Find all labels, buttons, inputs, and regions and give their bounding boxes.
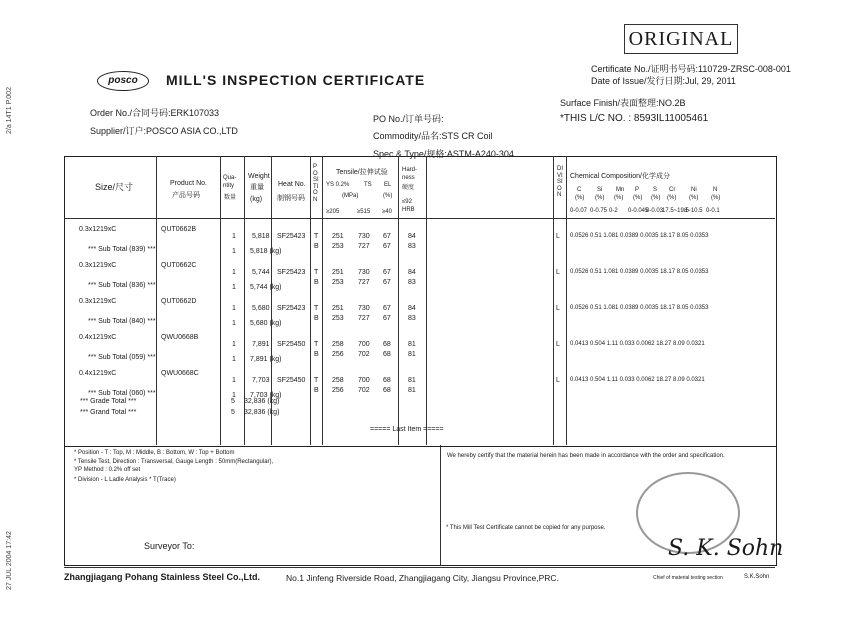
row-quantity: 1 — [232, 305, 236, 312]
chem-unit: (%) — [689, 195, 699, 201]
posco-logo: posco — [97, 71, 149, 91]
surface-finish: Surface Finish/表面整理:NO.2B — [560, 98, 686, 108]
row-position: T — [314, 305, 319, 312]
header-mpa: (MPa) — [342, 193, 359, 199]
row-position: T — [314, 377, 319, 384]
row-ys: 251 — [332, 269, 344, 276]
chem-limit: 0-0.07 — [570, 208, 588, 214]
row-product-no: QUT0662D — [161, 298, 197, 305]
row-division: L — [556, 341, 560, 348]
row-el: 68 — [383, 377, 391, 384]
row-division: L — [556, 377, 560, 384]
header-weight-cn: 重量 — [250, 184, 264, 191]
row-ys: 251 — [332, 305, 344, 312]
row-subtotal-qty: 1 — [232, 356, 236, 363]
note-yp-method: YP Method : 0.2% off set — [74, 467, 141, 473]
chem-unit: (%) — [651, 195, 661, 201]
notes-divider — [440, 445, 441, 565]
row-ys: 256 — [332, 351, 344, 358]
row-ts: 730 — [358, 269, 370, 276]
chem-limit: 0-0.1 — [706, 208, 720, 214]
chem-unit: (%) — [633, 195, 643, 201]
chem-limit: 8~10.5 — [684, 208, 703, 214]
copy-restriction-note: * This Mill Test Certificate cannot be copied for any purpose. — [446, 525, 606, 531]
row-ts: 702 — [358, 351, 370, 358]
row-hardness: 83 — [408, 243, 416, 250]
header-el: EL — [384, 182, 392, 188]
row-ts: 700 — [358, 341, 370, 348]
row-subtotal-label: *** Sub Total (059) *** — [88, 354, 156, 361]
row-subtotal-weight: 7,703 (kg) — [250, 392, 282, 399]
header-heat-no-cn: 制钢号码 — [277, 195, 305, 202]
company-address: No.1 Jinfeng Riverside Road, Zhangjiagang City, Jiangsu Province,PRC. — [286, 573, 559, 583]
row-division: L — [556, 305, 560, 312]
po-number: PO No./订单号码: — [373, 114, 444, 124]
signer-name: S.K.Sohn — [744, 574, 770, 580]
row-position: B — [314, 351, 319, 358]
row-el: 67 — [383, 233, 391, 240]
row-position: B — [314, 315, 319, 322]
row-el: 68 — [383, 351, 391, 358]
grade-total-label: *** Grade Total *** — [80, 398, 137, 405]
row-position: B — [314, 279, 319, 286]
row-ts: 727 — [358, 279, 370, 286]
col-divider — [426, 156, 427, 445]
row-size: 0.3x1219xC — [79, 262, 117, 269]
row-weight: 5,744 — [252, 269, 270, 276]
header-product-no-cn: 产品号码 — [172, 192, 200, 199]
signature: S. K. Sohn — [668, 536, 784, 561]
note-division: * Division - L Ladle Analysis * T(Trace) — [74, 477, 176, 483]
row-ts: 727 — [358, 243, 370, 250]
grand-total-weight: 32,836 (kg) — [244, 409, 280, 416]
grade-total-weight: 32,836 (kg) — [244, 398, 280, 405]
row-hardness: 81 — [408, 341, 416, 348]
row-ts: 702 — [358, 387, 370, 394]
header-divider — [64, 218, 775, 219]
row-heat-no: SF25423 — [277, 269, 306, 276]
header-product-no: Product No. — [170, 180, 207, 187]
fax-header-top: 2/a 14T1 P.002 — [6, 87, 13, 134]
row-ys: 258 — [332, 341, 344, 348]
row-hardness: 83 — [408, 315, 416, 322]
chem-header-n: N — [713, 187, 718, 193]
chem-limit: 0-0.03 — [646, 208, 664, 214]
row-hardness: 84 — [408, 233, 416, 240]
header-quantity: Qua- ntity — [223, 175, 237, 189]
row-product-no: QUT0662B — [161, 226, 197, 233]
supplier: Supplier/订户:POSCO ASIA CO.,LTD — [90, 126, 238, 136]
company-name: Zhangjiagang Pohang Stainless Steel Co.,Ltd. — [64, 572, 261, 582]
col-divider — [398, 156, 399, 445]
row-subtotal-weight: 7,891 (kg) — [250, 356, 282, 363]
col-divider — [553, 156, 554, 445]
row-chemistry: 0.0526 0.51 1.081 0.0389 0.0035 18.17 8.05 0.0353 — [570, 305, 709, 311]
row-subtotal-weight: 5,744 (kg) — [250, 284, 282, 291]
chem-limit: 17.5~19.5 — [662, 208, 689, 214]
header-ts-min: ≥515 — [357, 209, 371, 215]
row-ts: 730 — [358, 305, 370, 312]
row-subtotal-label: *** Sub Total (836) *** — [88, 282, 156, 289]
row-subtotal-qty: 1 — [232, 392, 236, 399]
col-divider — [220, 156, 221, 445]
row-weight: 7,703 — [252, 377, 270, 384]
row-el: 67 — [383, 243, 391, 250]
chem-unit: (%) — [614, 195, 624, 201]
row-subtotal-qty: 1 — [232, 284, 236, 291]
chem-unit: (%) — [595, 195, 605, 201]
header-division: DIVISION — [557, 166, 563, 198]
original-stamp: ORIGINAL — [624, 24, 738, 54]
document-title: MILL'S INSPECTION CERTIFICATE — [166, 72, 426, 88]
header-ts: TS — [364, 182, 372, 188]
row-position: T — [314, 341, 319, 348]
chem-header-s: S — [653, 187, 658, 193]
commodity: Commodity/品名:STS CR Coil — [373, 131, 493, 141]
header-tensile: Tensile/拉伸试验 — [336, 169, 388, 176]
row-el: 68 — [383, 341, 391, 348]
fax-header-bottom: 27 JUL 2004 17:42 — [6, 531, 13, 590]
row-el: 68 — [383, 387, 391, 394]
header-weight-unit: (kg) — [250, 196, 263, 203]
chem-header-si: Si — [597, 187, 603, 193]
row-heat-no: SF25423 — [277, 233, 306, 240]
grand-total-label: *** Grand Total *** — [80, 409, 137, 416]
order-number: Order No./合同号码:ERK107033 — [90, 108, 220, 118]
row-quantity: 1 — [232, 269, 236, 276]
row-hardness: 84 — [408, 269, 416, 276]
header-position: POSITION — [313, 164, 319, 203]
header-hardness: Hard- ness — [402, 167, 418, 181]
chem-limit: 0-2 — [609, 208, 618, 214]
row-ys: 256 — [332, 387, 344, 394]
row-size: 0.3x1219xC — [79, 226, 117, 233]
row-quantity: 1 — [232, 341, 236, 348]
row-hardness: 81 — [408, 387, 416, 394]
row-size: 0.4x1219xC — [79, 334, 117, 341]
row-position: T — [314, 233, 319, 240]
row-subtotal-weight: 5,818 (kg) — [250, 248, 282, 255]
row-subtotal-qty: 1 — [232, 320, 236, 327]
row-ts: 730 — [358, 233, 370, 240]
header-ys: YS 0.2% — [326, 182, 350, 188]
row-hardness: 83 — [408, 279, 416, 286]
row-ts: 700 — [358, 377, 370, 384]
header-ys-min: ≥205 — [326, 209, 340, 215]
chem-unit: (%) — [711, 195, 721, 201]
row-product-no: QWU0668C — [161, 370, 199, 377]
row-position: B — [314, 243, 319, 250]
col-divider — [310, 156, 311, 445]
spec-type: Spec & Type/规格:ASTM-A240-304 — [373, 149, 514, 159]
date-of-issue: Date of Issue/发行日期:Jul, 29, 2011 — [591, 76, 736, 86]
row-heat-no: SF25450 — [277, 377, 306, 384]
chem-header-c: C — [577, 187, 582, 193]
last-item-marker: ===== Last Item ===== — [370, 426, 444, 433]
header-weight: Weight — [248, 173, 270, 180]
certificate-number: Certificate No./证明书号码:110729-ZRSC-008-001 — [591, 64, 791, 74]
row-quantity: 1 — [232, 233, 236, 240]
header-hardness-cn: 硬度 — [402, 185, 415, 191]
row-subtotal-label: *** Sub Total (840) *** — [88, 318, 156, 325]
row-division: L — [556, 269, 560, 276]
row-el: 67 — [383, 305, 391, 312]
col-divider — [566, 156, 567, 445]
row-quantity: 1 — [232, 377, 236, 384]
lc-number: *THIS L/C NO. : 8593IL11005461 — [560, 113, 709, 124]
row-heat-no: SF25423 — [277, 305, 306, 312]
row-hardness: 81 — [408, 377, 416, 384]
footer-rule — [64, 567, 775, 568]
chem-unit: (%) — [575, 195, 585, 201]
row-size: 0.4x1219xC — [79, 370, 117, 377]
row-hardness: 81 — [408, 351, 416, 358]
header-chemical: Chemical Composition/化学成分 — [570, 173, 670, 180]
surveyor-label: Surveyor To: — [144, 541, 195, 551]
chief-title: Chief of material testing section — [653, 575, 723, 581]
chem-limit: 0-0.75 — [590, 208, 608, 214]
row-weight: 7,891 — [252, 341, 270, 348]
chem-header-p: P — [635, 187, 640, 193]
note-tensile: * Tensile Test, Direction : Transversal, Gauge Length : 50mm(Rectangular), — [74, 459, 274, 465]
row-division: L — [556, 233, 560, 240]
col-divider — [322, 156, 323, 445]
header-el-pct: (%) — [383, 193, 393, 199]
grade-total-qty: 5 — [231, 398, 235, 405]
row-size: 0.3x1219xC — [79, 298, 117, 305]
col-divider — [156, 156, 157, 445]
row-ys: 251 — [332, 233, 344, 240]
row-ys: 258 — [332, 377, 344, 384]
row-weight: 5,680 — [252, 305, 270, 312]
row-product-no: QWU0668B — [161, 334, 199, 341]
row-ts: 727 — [358, 315, 370, 322]
note-position: * Position - T : Top, M : Middle, B : Bottom, W : Top + Bottom — [74, 450, 235, 456]
row-ys: 253 — [332, 279, 344, 286]
row-position: T — [314, 269, 319, 276]
row-chemistry: 0.0413 0.504 1.11 0.033 0.0062 18.27 8.09 0.0321 — [570, 377, 705, 383]
header-quantity-cn: 数量 — [224, 195, 237, 201]
row-subtotal-label: *** Sub Total (060) *** — [88, 390, 156, 397]
row-weight: 5,818 — [252, 233, 270, 240]
row-ys: 253 — [332, 315, 344, 322]
chem-unit: (%) — [667, 195, 677, 201]
row-el: 67 — [383, 269, 391, 276]
header-el-min: ≥40 — [382, 209, 392, 215]
header-heat-no: Heat No. — [278, 181, 306, 188]
header-hrb: ≤92 HRB — [402, 199, 415, 213]
chem-header-cr: Cr — [669, 187, 676, 193]
chem-header-ni: Ni — [691, 187, 697, 193]
row-el: 67 — [383, 279, 391, 286]
row-product-no: QUT0662C — [161, 262, 197, 269]
row-hardness: 84 — [408, 305, 416, 312]
row-position: B — [314, 387, 319, 394]
row-subtotal-qty: 1 — [232, 248, 236, 255]
row-subtotal-label: *** Sub Total (839) *** — [88, 246, 156, 253]
row-el: 67 — [383, 315, 391, 322]
chem-header-mn: Mn — [616, 187, 625, 193]
chem-limit: 0-0.045 — [628, 208, 649, 214]
row-chemistry: 0.0526 0.51 1.081 0.0389 0.0035 18.17 8.05 0.0353 — [570, 269, 709, 275]
grand-total-qty: 5 — [231, 409, 235, 416]
row-heat-no: SF25450 — [277, 341, 306, 348]
header-size: Size/尺寸 — [95, 182, 134, 192]
row-chemistry: 0.0413 0.504 1.11 0.033 0.0062 18.27 8.09 0.0321 — [570, 341, 705, 347]
row-subtotal-weight: 5,680 (kg) — [250, 320, 282, 327]
row-chemistry: 0.0526 0.51 1.081 0.0389 0.0035 18.17 8.05 0.0353 — [570, 233, 709, 239]
certification-statement: We hereby certify that the material herein has been made in accordance with the order and specification. — [447, 453, 725, 459]
row-ys: 253 — [332, 243, 344, 250]
